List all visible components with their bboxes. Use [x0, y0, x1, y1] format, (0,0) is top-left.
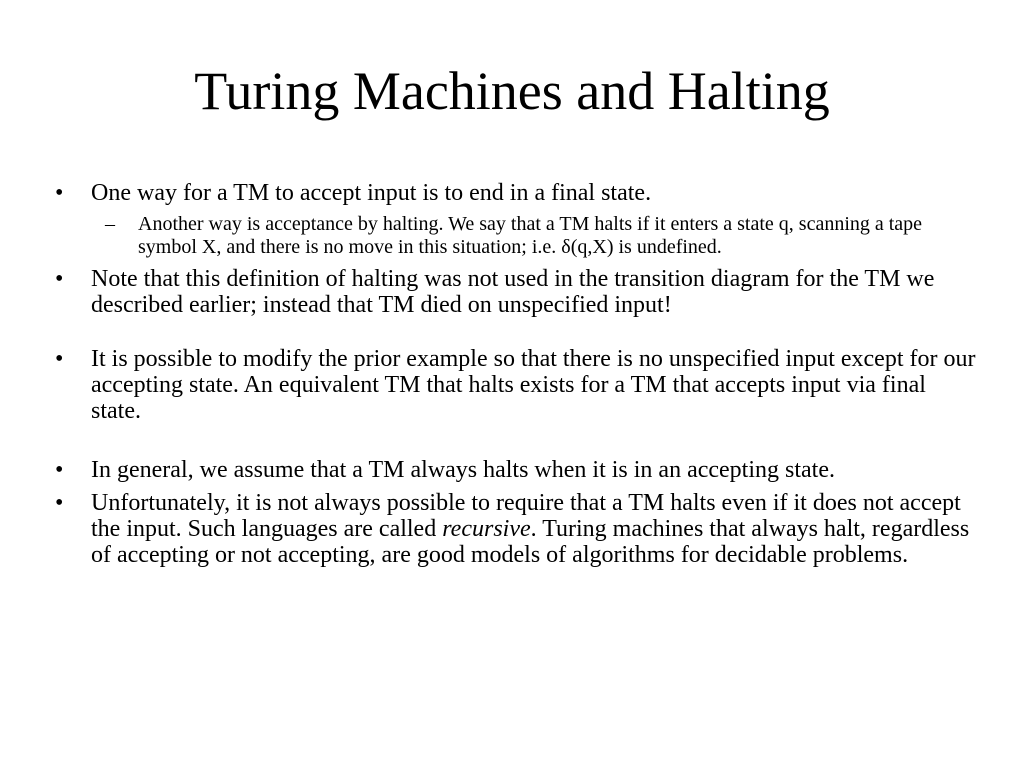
sub-bullet-text-1: Another way is acceptance by halting. We say that a TM halts if it enters a state q, scanning a tape symbol X, and there is no move in this situation; i.e. δ(q,X) is undefined. [138, 213, 923, 258]
term-recursive: recursive [442, 516, 531, 542]
bullet-item-2 [50, 266, 980, 318]
bullet-item-3 [50, 346, 980, 424]
bullet-list [50, 180, 980, 568]
bullet-marker: • [55, 346, 64, 372]
bullet-item-5 [50, 490, 980, 568]
sub-bullet-item-1 [50, 213, 980, 259]
slide-title: Turing Machines and Halting [194, 61, 830, 121]
bullet-text-3: It is possible to modify the prior example so that there is no unspecified input except for our accepting state. An equivalent TM that halts exists for a TM that accepts input via final state. [91, 346, 976, 424]
bullet-marker: • [55, 180, 64, 206]
bullet-marker: • [55, 490, 64, 516]
bullet-text-5-before: Unfortunately, it is not always possible to require that a TM halts even if it does not accept the input. Such languages are called [91, 490, 961, 542]
bullet-text-4: In general, we assume that a TM always halts when it is in an accepting state. [91, 457, 835, 483]
bullet-text-5 [91, 490, 969, 568]
sub-bullet-marker: – [105, 213, 115, 235]
bullet-text-5-after: . Turing machines that always halt, regardless of accepting or not accepting, are good models of algorithms for decidable problems. [91, 516, 970, 568]
bullet-marker: • [55, 457, 64, 483]
bullet-text-2: Note that this definition of halting was not used in the transition diagram for the TM we described earlier; instead that TM died on unspecified input! [91, 266, 935, 318]
bullet-item-1 [50, 180, 980, 206]
bullet-marker: • [55, 266, 64, 292]
bullet-item-4 [50, 457, 980, 483]
bullet-text-1: One way for a TM to accept input is to end in a final state. [91, 180, 652, 206]
